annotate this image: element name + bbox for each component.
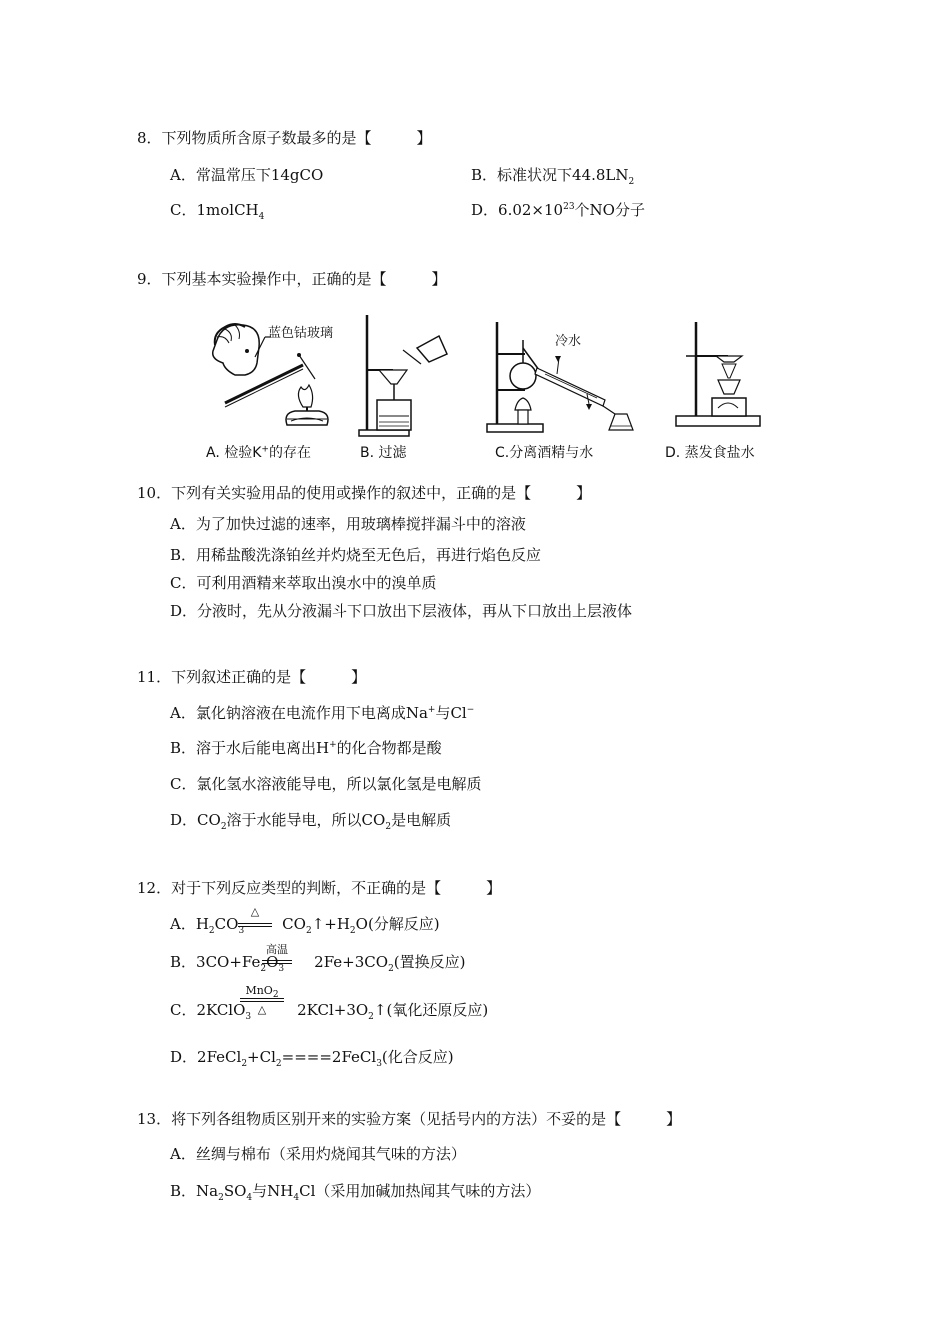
evaporation-apparatus-figure — [672, 318, 767, 436]
cobalt-glass-callout: 蓝色钴玻璃 — [268, 326, 334, 341]
q8-option-b: B．标准状况下$44.8LN_2$ — [471, 166, 635, 187]
q11-stem: 11．下列叙述正确的是【 】 — [137, 668, 367, 686]
q12-option-d: D．$2FeCl_2+Cl_2====2FeCl_3$(化合反应) — [170, 1048, 454, 1069]
q11-option-b: B．溶于水后能电离出H+的化合物都是酸 — [170, 739, 442, 757]
q10-option-d: D．分液时，先从分液漏斗下口放出下层液体，再从下口放出上层液体 — [170, 602, 633, 620]
q10-stem: 10．下列有关实验用品的使用或操作的叙述中，正确的是【 】 — [137, 484, 592, 502]
q12-option-c: C．2KClO$_3$ $2KCl+3O_2↑$(氧化还原反应) — [170, 1001, 489, 1022]
q13-option-a: A．丝绸与棉布（采用灼烧闻其气味的方法） — [170, 1145, 466, 1163]
q12-option-b: B．$3CO+Fe_2O_3$ $2Fe+3CO_2$(置换反应) — [170, 953, 466, 974]
q12-a-condition: △ — [250, 905, 260, 918]
q10-option-a: A．为了加快过滤的速率，用玻璃棒搅拌漏斗中的溶液 — [170, 515, 526, 533]
q13-option-b: B．$Na_2SO_4$与$NH_4Cl$（采用加碱加热闻其气味的方法） — [170, 1182, 541, 1203]
q11-option-c: C．氯化氢水溶液能导电，所以氯化氢是电解质 — [170, 775, 482, 793]
q12-option-a: A．$H_2CO_3$ $CO_2↑+H_2O$(分解反应) — [170, 915, 440, 936]
q8-option-c: C．1molCH$_4$ — [170, 201, 265, 222]
q8-option-a: A．常温常压下14gCO — [170, 166, 324, 184]
q10-option-c: C．可利用酒精来萃取出溴水中的溴单质 — [170, 574, 437, 592]
figure-d-label: D. 蒸发食盐水 — [665, 445, 755, 461]
q8-option-d: D．$6.02\times 10^{23}$个NO分子 — [471, 201, 645, 219]
q12-stem: 12．对于下列反应类型的判断，不正确的是【 】 — [137, 879, 502, 897]
q13-stem: 13．将下列各组物质区别开来的实验方案（见括号内的方法）不妥的是【 】 — [137, 1110, 682, 1128]
q11-option-d: D．$CO_2$溶于水能导电，所以$CO_2$是电解质 — [170, 811, 452, 832]
q9-stem: 9．下列基本实验操作中，正确的是【 】 — [137, 270, 447, 288]
q12-c-equals-line — [240, 998, 284, 1002]
q12-a-equals-line — [238, 923, 272, 927]
q12-c-catalyst: MnO$_2$ — [245, 984, 279, 1001]
cold-water-callout: 冷水 — [555, 334, 582, 349]
q8-stem: 8．下列物质所含原子数最多的是【 】 — [137, 129, 432, 147]
q12-b-condition: 高温 — [266, 943, 288, 956]
q11-option-a: A．氯化钠溶液在电流作用下电离成Na+与Cl− — [170, 704, 475, 722]
filtration-apparatus-figure — [355, 310, 450, 440]
figure-b-label: B. 过滤 — [360, 445, 407, 461]
figure-c-label: C.分离酒精与水 — [495, 445, 594, 461]
q12-c-heat: △ — [257, 1003, 267, 1016]
figure-a-label: A. 检验K+的存在 — [206, 444, 311, 461]
q12-b-equals-line — [262, 960, 292, 964]
q10-option-b: B．用稀盐酸洗涤铂丝并灼烧至无色后，再进行焰色反应 — [170, 546, 542, 564]
